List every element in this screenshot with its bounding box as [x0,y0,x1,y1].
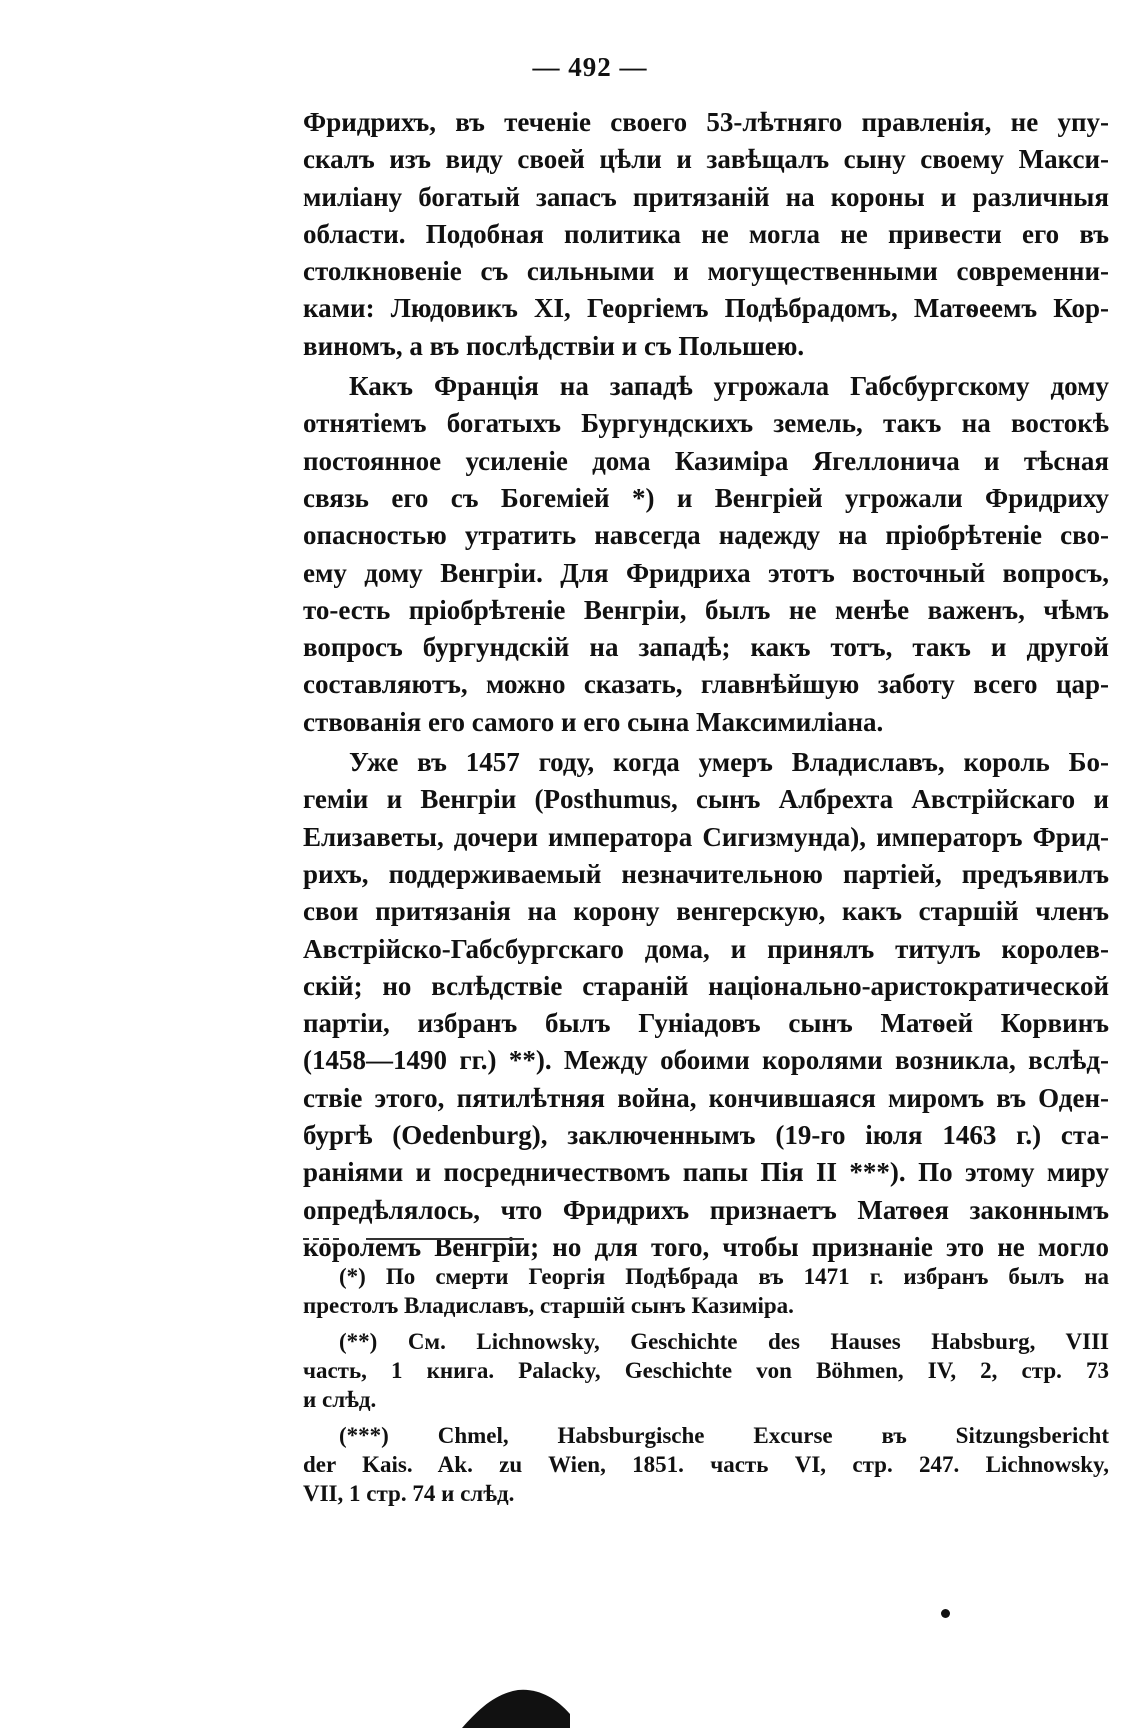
text-line: королемъ Венгріи; но для того, чтобы признаніе это не могло [303,1231,1109,1262]
text-line: связь его съ Богеміей *) и Венгріей угрожали Фридриху [303,482,1109,513]
footnote-line: der Kais. Ak. zu Wien, 1851. часть VI, стр. 247. Lichnowsky, [303,1452,1109,1477]
page-number: — 492 — [532,52,648,82]
text-line: свои притязанія на корону венгерскую, какъ старшій членъ [303,896,1109,927]
text-line: ему дому Венгріи. Для Фридриха этотъ восточный вопросъ, [303,557,1109,588]
text-line: (1458—1490 гг.) **). Между обоими королями возникла, вслѣд- [303,1045,1109,1076]
text-line: миліану богатый запасъ притязаній на короны и различныя [303,181,1109,212]
footnote-line: (**) См. Lichnowsky, Geschichte des Hauses Habsburg, VIII [339,1329,1109,1354]
text-line: скій; но вслѣдствіе стараній національно-аристократической [303,970,1109,1001]
text-line: Какъ Франція на западѣ угрожала Габсбургскому дому [349,371,1109,402]
text-line: опредѣлялось, что Фридрихъ признаетъ Матѳея законнымъ [303,1194,1109,1225]
text-line: столкновеніе съ сильными и могущественными современни- [303,256,1109,287]
footnote-separator-dashes [303,1238,339,1240]
text-line: виномъ, а въ послѣдствіи и съ Польшею. [303,330,805,361]
text-line: раніями и посредничествомъ папы Пія II ***). По этому миру [303,1157,1109,1188]
text-line: Фридрихъ, въ теченіе своего 53-лѣтняго правленія, не упу- [303,107,1109,137]
text-line: составляютъ, можно сказать, главнѣйшую заботу всего цар- [303,669,1109,700]
text-line: Уже въ 1457 году, когда умеръ Владиславъ, король Бо- [349,747,1109,778]
ornament-icon [460,1680,572,1728]
text-line: то-есть пріобрѣтеніе Венгріи, былъ не менѣе важенъ, чѣмъ [303,594,1109,625]
ink-speck [941,1609,950,1618]
footnotes [303,1262,1109,1508]
footnote-line: и слѣд. [303,1387,377,1412]
text-line: вопросъ бургундскій на западѣ; какъ тотъ, такъ и другой [303,632,1109,663]
main-text [303,104,1109,1266]
text-line: бургѣ (Oedenburg), заключеннымъ (19-го іюля 1463 г.) ста- [303,1120,1109,1151]
text-line: ствіе этого, пятилѣтняя война, кончившаяся миромъ въ Оден- [303,1082,1109,1113]
text-line: опасностью утратить навсегда надежду на пріобрѣтеніе сво- [303,520,1109,551]
text-line: партіи, избранъ былъ Гуніадовъ сынъ Матѳей Корвинъ [303,1008,1109,1039]
text-line: области. Подобная политика не могла не привести его въ [303,218,1109,249]
footnote-line: престолъ Владиславъ, старшій сынъ Казиміра. [303,1293,794,1318]
text-line: ками: Людовикъ XI, Георгіемъ Подѣбрадомъ, Матѳеемъ Кор- [303,293,1109,324]
footnote-line: (*) По смерти Георгія Подѣбрада въ 1471 г. избранъ былъ на [339,1264,1109,1289]
text-line: постоянное усиленіе дома Казиміра Ягеллонича и тѣсная [303,445,1109,476]
text-line: геміи и Венгріи (Posthumus, сынъ Албрехта Австрійскаго и [303,784,1109,815]
text-line: ствованія его самого и его сына Максимиліана. [303,706,884,737]
text-line: скалъ изъ виду своей цѣли и завѣщалъ сыну своему Макси- [303,144,1109,175]
footnote-line: VII, 1 стр. 74 и слѣд. [303,1481,515,1506]
footnote-separator [366,1238,524,1240]
text-line: Елизаветы, дочери императора Сигизмунда), императоръ Фрид- [303,821,1109,852]
footnote-line: часть, 1 книга. Palacky, Geschichte von Böhmen, IV, 2, стр. 73 [303,1358,1109,1383]
footnote-line: (***) Chmel, Habsburgische Excurse въ Sitzungsbericht [339,1423,1109,1448]
text-line: Австрійско-Габсбургскаго дома, и принялъ титулъ королев- [303,933,1109,964]
text-line: отнятіемъ богатыхъ Бургундскихъ земель, такъ на востокѣ [303,408,1109,439]
text-line: рихъ, поддерживаемый незначительною партіей, предъявилъ [303,858,1109,889]
